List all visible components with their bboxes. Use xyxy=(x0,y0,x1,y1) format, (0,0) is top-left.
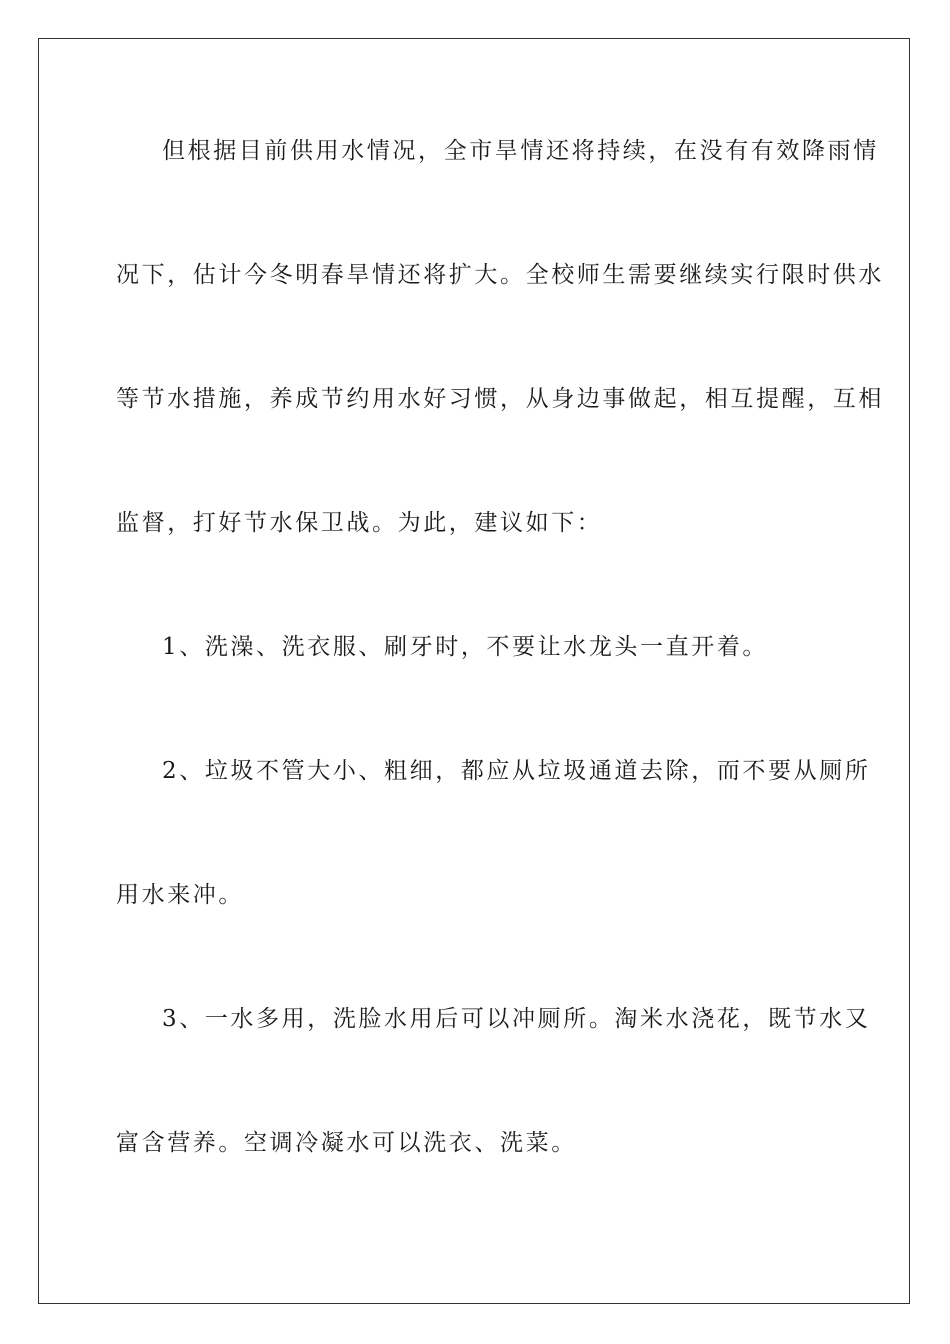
paragraph-1-line-2: 况下，估计今冬明春旱情还将扩大。全校师生需要继续实行限时供水 xyxy=(116,262,884,288)
paragraph-1-line-3: 等节水措施，养成节约用水好习惯，从身边事做起，相互提醒，互相 xyxy=(116,386,884,412)
page-border xyxy=(38,38,910,1304)
paragraph-1-line-1: 但根据目前供用水情况，全市旱情还将持续，在没有有效降雨情 xyxy=(162,138,879,164)
suggestion-2-line-1: 2、垃圾不管大小、粗细，都应从垃圾通道去除，而不要从厕所 xyxy=(162,758,871,784)
suggestion-2-line-2: 用水来冲。 xyxy=(116,882,244,908)
suggestion-1: 1、洗澡、洗衣服、刷牙时，不要让水龙头一直开着。 xyxy=(162,634,769,660)
suggestion-3-line-2: 富含营养。空调冷凝水可以洗衣、洗菜。 xyxy=(116,1130,577,1156)
suggestion-3-line-1: 3、一水多用，洗脸水用后可以冲厕所。淘米水浇花，既节水又 xyxy=(162,1006,871,1032)
paragraph-1-line-4: 监督，打好节水保卫战。为此，建议如下： xyxy=(116,510,603,536)
